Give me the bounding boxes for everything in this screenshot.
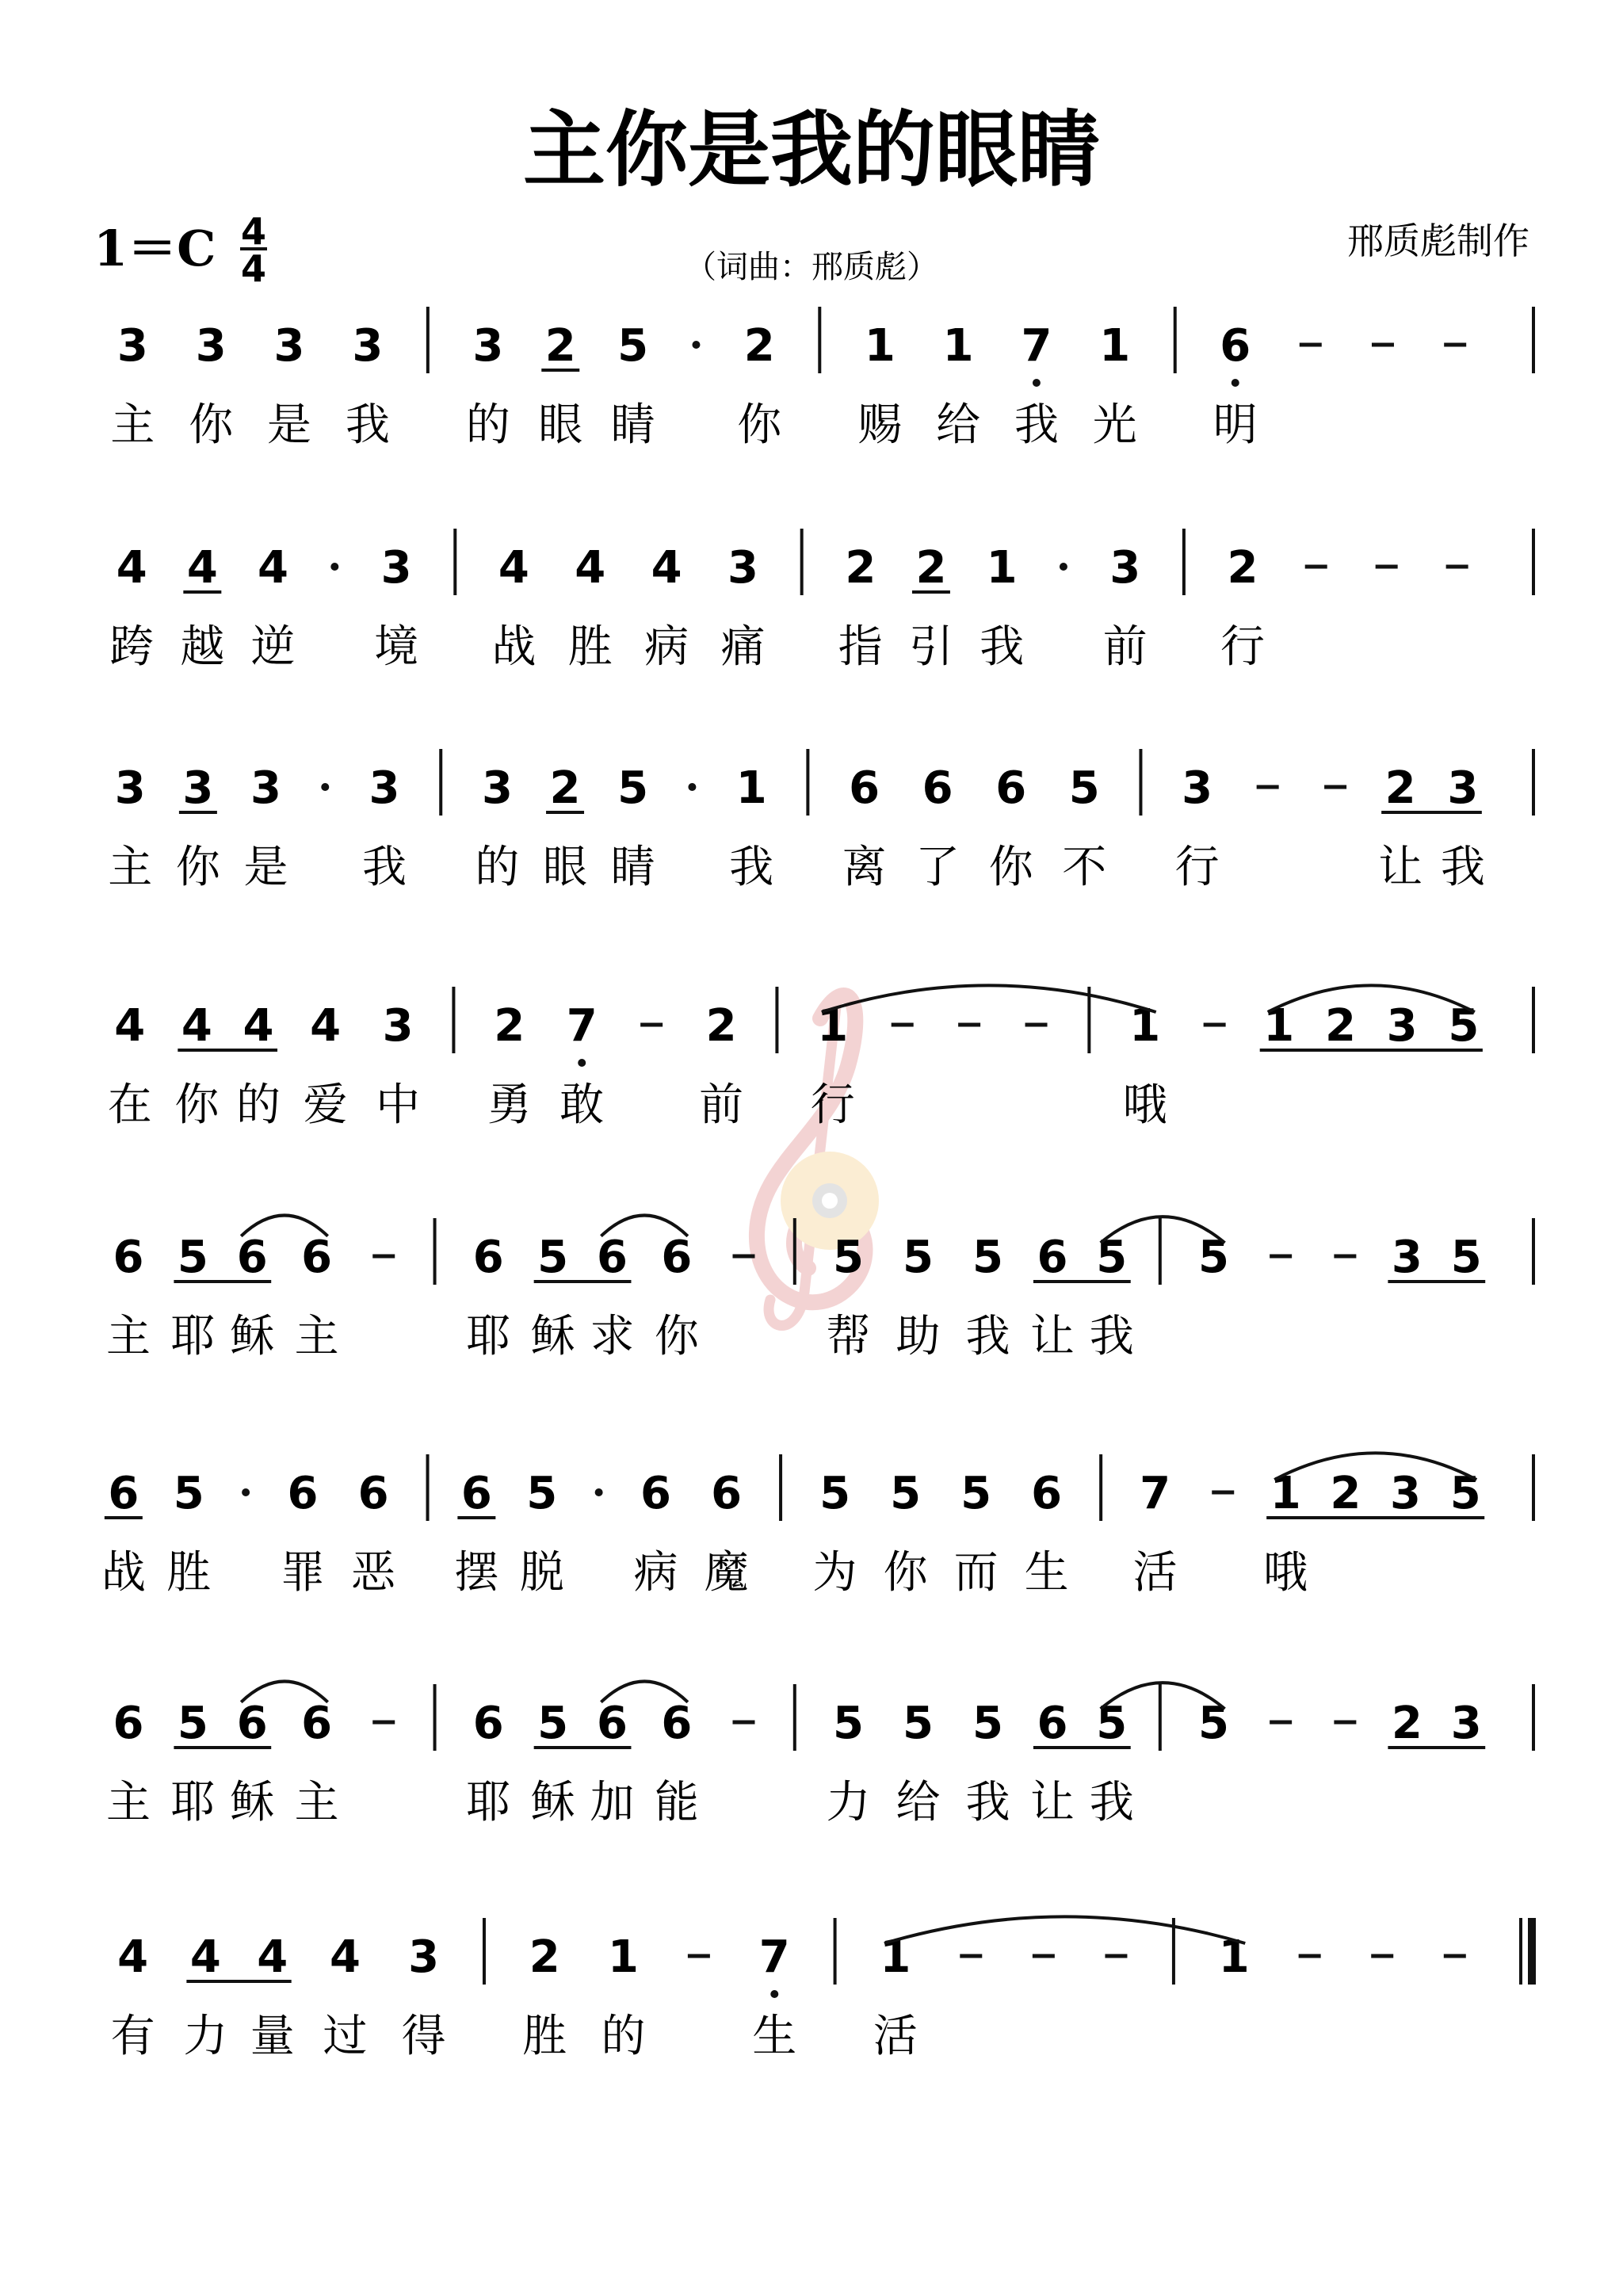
- note: 4: [242, 1000, 274, 1052]
- note: 1: [1263, 1000, 1295, 1052]
- note: 6: [236, 1232, 268, 1283]
- note: 6: [472, 1698, 504, 1749]
- lyric-char: 我: [1440, 842, 1485, 893]
- lyric-char: 哦: [1263, 1547, 1308, 1599]
- lyric-char: 我: [980, 621, 1025, 673]
- note: 6: [1037, 1698, 1068, 1749]
- low-octave-dot: [1033, 379, 1041, 387]
- lyric-char: 得: [401, 2011, 446, 2062]
- lyric-char: 稣: [230, 1311, 275, 1362]
- slur: [822, 985, 1156, 1012]
- lyric-char: 睛: [610, 842, 655, 893]
- note: 5: [1448, 1000, 1480, 1052]
- note: 2: [529, 1931, 560, 1983]
- slur: [1274, 1453, 1476, 1480]
- lyric-char: 让: [1029, 1311, 1075, 1362]
- note: 6: [640, 1468, 672, 1519]
- note: 6: [849, 762, 880, 814]
- lyric-char: 助: [896, 1311, 941, 1362]
- low-octave-dot: [770, 1990, 778, 1998]
- note: 6: [113, 1232, 144, 1283]
- lyric-char: 而: [953, 1547, 999, 1599]
- lyric-char: 耶: [466, 1311, 511, 1362]
- note: 3: [1447, 762, 1479, 814]
- note: 3: [1109, 542, 1141, 594]
- note: 5: [537, 1232, 569, 1283]
- lyric-char: 能: [654, 1777, 699, 1828]
- lyric-char: 是: [243, 842, 288, 893]
- note: 1: [608, 1931, 639, 1983]
- note: 4: [310, 1000, 342, 1052]
- note: 1: [817, 1000, 849, 1052]
- note: 5: [903, 1232, 934, 1283]
- lyric-char: 恶: [351, 1547, 396, 1599]
- note: 2: [743, 320, 775, 372]
- lyric-char: 帮: [826, 1311, 871, 1362]
- note: 5: [819, 1468, 851, 1519]
- lyric-char: 是: [267, 399, 312, 451]
- augmentation-dot: [330, 563, 338, 571]
- lyric-char: 的: [465, 399, 510, 451]
- note: 6: [236, 1698, 268, 1749]
- note: 6: [1220, 320, 1251, 372]
- lyric-char: 病: [633, 1547, 678, 1599]
- lyric-char: 的: [601, 2011, 646, 2062]
- lyric-char: 主: [294, 1311, 339, 1362]
- lyric-char: 给: [936, 399, 981, 451]
- note: 3: [114, 762, 146, 814]
- lyric-char: 眼: [543, 842, 588, 893]
- note: 7: [566, 1000, 598, 1052]
- lyric-char: 哦: [1122, 1079, 1167, 1131]
- note: 2: [915, 542, 947, 594]
- note: 2: [544, 320, 576, 372]
- lyric-char: 你: [189, 399, 234, 451]
- lyric-char: 摆: [454, 1547, 499, 1599]
- slur: [884, 1916, 1245, 1943]
- note: 5: [1450, 1232, 1482, 1283]
- lyric-char: 胜: [522, 2011, 567, 2062]
- lyric-char: 你: [988, 842, 1033, 893]
- lyric-char: 境: [374, 621, 419, 673]
- note: 3: [195, 320, 227, 372]
- lyric-char: 稣: [530, 1311, 575, 1362]
- lyric-char: 的: [236, 1079, 281, 1131]
- lyric-char: 主: [106, 1777, 151, 1828]
- lyric-char: 了: [915, 842, 960, 893]
- lyric-char: 耶: [466, 1777, 511, 1828]
- lyric-char: 我: [1089, 1777, 1134, 1828]
- lyric-char: 稣: [530, 1777, 575, 1828]
- note: 3: [472, 320, 504, 372]
- lyric-char: 跨: [109, 621, 155, 673]
- note: 6: [287, 1468, 319, 1519]
- augmentation-dot: [321, 783, 329, 791]
- note: 1: [942, 320, 974, 372]
- note: 2: [1384, 762, 1416, 814]
- note: 4: [257, 542, 288, 594]
- lyric-char: 逆: [250, 621, 296, 673]
- note: 7: [758, 1931, 790, 1983]
- note: 5: [617, 762, 649, 814]
- lyric-char: 活: [873, 2011, 918, 2062]
- lyric-char: 加: [590, 1777, 635, 1828]
- note: 5: [526, 1468, 558, 1519]
- lyric-char: 行: [1174, 842, 1220, 893]
- lyric-char: 睛: [610, 399, 655, 451]
- lyric-char: 我: [729, 842, 774, 893]
- note: 3: [369, 762, 400, 814]
- note: 3: [1182, 762, 1213, 814]
- note: 4: [117, 1931, 149, 1983]
- note: 4: [189, 1931, 221, 1983]
- lyric-char: 前: [1102, 621, 1148, 673]
- lyric-char: 主: [110, 399, 155, 451]
- note: 3: [1450, 1698, 1482, 1749]
- note: 5: [173, 1468, 204, 1519]
- lyric-char: 求: [590, 1311, 635, 1362]
- lyric-char: 我: [965, 1311, 1010, 1362]
- note: 6: [301, 1232, 333, 1283]
- page-title: 主你是我的眼睛: [522, 101, 1101, 198]
- lyric-char: 光: [1092, 399, 1137, 451]
- note: 6: [357, 1468, 389, 1519]
- lyric-char: 病: [644, 621, 689, 673]
- note: 6: [711, 1468, 743, 1519]
- lyric-char: 为: [812, 1547, 857, 1599]
- lyric-char: 量: [250, 2011, 295, 2062]
- note: 6: [596, 1698, 628, 1749]
- augmentation-dot: [595, 1488, 603, 1496]
- note: 1: [1099, 320, 1131, 372]
- note: 3: [352, 320, 384, 372]
- note: 2: [1324, 1000, 1356, 1052]
- lyric-char: 魔: [704, 1547, 749, 1599]
- lyric-char: 你: [174, 1079, 220, 1131]
- note: 5: [833, 1698, 864, 1749]
- lyric-char: 给: [896, 1777, 941, 1828]
- note: 5: [833, 1232, 864, 1283]
- note: 2: [549, 762, 581, 814]
- note: 1: [1218, 1931, 1250, 1983]
- note: 5: [1449, 1468, 1481, 1519]
- note: 6: [661, 1698, 693, 1749]
- note: 6: [460, 1468, 492, 1519]
- note: 4: [186, 542, 218, 594]
- lyric-char: 胜: [567, 621, 613, 673]
- lyric-char: 过: [323, 2011, 368, 2062]
- lyric-char: 我: [345, 399, 390, 451]
- note: 1: [864, 320, 896, 372]
- augmentation-dot: [692, 341, 700, 349]
- key-signature: 1＝C: [94, 220, 216, 277]
- note: 6: [113, 1698, 144, 1749]
- note: 5: [177, 1698, 208, 1749]
- lyric-char: 生: [1024, 1547, 1069, 1599]
- note: 5: [972, 1232, 1004, 1283]
- augmentation-dot: [688, 783, 696, 791]
- lyric-char: 赐: [857, 399, 903, 451]
- lyric-char: 胜: [166, 1547, 212, 1599]
- lyric-char: 战: [101, 1547, 146, 1599]
- lyric-char: 痛: [720, 621, 766, 673]
- lyric-char: 勇: [487, 1079, 532, 1131]
- lyric-char: 前: [699, 1079, 744, 1131]
- note: 5: [177, 1232, 208, 1283]
- note: 3: [481, 762, 513, 814]
- lyric-char: 活: [1132, 1547, 1178, 1599]
- low-octave-dot: [578, 1059, 586, 1067]
- lyric-char: 生: [752, 2011, 797, 2062]
- lyric-char: 行: [1220, 621, 1266, 673]
- note: 3: [116, 320, 148, 372]
- lyric-char: 我: [1014, 399, 1059, 451]
- lyric-char: 罪: [281, 1547, 326, 1599]
- note: 7: [1021, 320, 1052, 372]
- lyric-char: 力: [183, 2011, 228, 2062]
- meter-bottom: 4: [240, 247, 267, 290]
- note: 6: [301, 1698, 333, 1749]
- lyric-char: 主: [106, 1311, 151, 1362]
- lyric-char: 的: [475, 842, 520, 893]
- note: 2: [705, 1000, 737, 1052]
- lyricist-composer-credit: （词曲：邢质彪）: [685, 249, 938, 285]
- lyric-char: 我: [362, 842, 407, 893]
- note: 2: [1227, 542, 1258, 594]
- note: 6: [596, 1232, 628, 1283]
- note: 2: [845, 542, 876, 594]
- lyric-char: 敢: [559, 1079, 605, 1131]
- lyric-char: 你: [883, 1547, 928, 1599]
- lyric-char: 主: [108, 842, 153, 893]
- lyric-char: 耶: [170, 1311, 216, 1362]
- note: 5: [537, 1698, 569, 1749]
- note: 3: [727, 542, 759, 594]
- lyric-char: 稣: [230, 1777, 275, 1828]
- note: 6: [1037, 1232, 1068, 1283]
- arranger-credit: 邢质彪制作: [1347, 220, 1529, 262]
- lyric-char: 不: [1062, 842, 1107, 893]
- note: 6: [995, 762, 1027, 814]
- note: 5: [890, 1468, 922, 1519]
- note: 3: [182, 762, 214, 814]
- lyric-char: 有: [110, 2011, 155, 2062]
- note: 3: [1386, 1000, 1418, 1052]
- note: 6: [1031, 1468, 1063, 1519]
- lyric-char: 脱: [519, 1547, 564, 1599]
- note: 5: [1198, 1698, 1230, 1749]
- augmentation-dot: [1060, 563, 1067, 571]
- lyric-char: 在: [107, 1079, 152, 1131]
- note: 3: [250, 762, 281, 814]
- note: 3: [382, 1000, 414, 1052]
- note: 4: [498, 542, 529, 594]
- note: 5: [903, 1698, 934, 1749]
- note: 2: [1391, 1698, 1423, 1749]
- note: 4: [329, 1931, 361, 1983]
- note: 5: [617, 320, 649, 372]
- lyric-char: 力: [826, 1777, 871, 1828]
- lyric-char: 你: [175, 842, 220, 893]
- note: 3: [1390, 1468, 1422, 1519]
- lyric-char: 离: [842, 842, 887, 893]
- lyric-char: 眼: [538, 399, 583, 451]
- lyric-char: 战: [491, 621, 537, 673]
- lyric-char: 耶: [170, 1777, 216, 1828]
- lyric-char: 让: [1029, 1777, 1075, 1828]
- note: 2: [1330, 1468, 1361, 1519]
- lyric-char: 明: [1212, 399, 1258, 451]
- note: 5: [972, 1698, 1004, 1749]
- note: 5: [1096, 1698, 1128, 1749]
- note: 5: [1198, 1232, 1230, 1283]
- note: 3: [408, 1931, 440, 1983]
- note: 3: [380, 542, 412, 594]
- note: 4: [116, 542, 147, 594]
- note: 4: [257, 1931, 288, 1983]
- note: 2: [494, 1000, 525, 1052]
- lyric-char: 你: [737, 399, 782, 451]
- note: 1: [735, 762, 767, 814]
- lyric-char: 我: [1089, 1311, 1134, 1362]
- note: 1: [986, 542, 1018, 594]
- lyric-char: 主: [294, 1777, 339, 1828]
- low-octave-dot: [1232, 379, 1239, 387]
- note: 5: [1068, 762, 1100, 814]
- note: 1: [880, 1931, 911, 1983]
- lyric-char: 你: [654, 1311, 699, 1362]
- note: 4: [114, 1000, 146, 1052]
- slur: [1268, 985, 1475, 1012]
- note: 5: [960, 1468, 992, 1519]
- lyric-char: 引: [908, 621, 953, 673]
- note: 6: [922, 762, 953, 814]
- augmentation-dot: [242, 1488, 250, 1496]
- note: 7: [1140, 1468, 1171, 1519]
- lyric-char: 越: [180, 621, 225, 673]
- note: 1: [1270, 1468, 1301, 1519]
- note: 1: [1129, 1000, 1161, 1052]
- lyric-char: 我: [965, 1777, 1010, 1828]
- lyric-char: 行: [810, 1079, 855, 1131]
- lyric-char: 指: [838, 621, 883, 673]
- note: 6: [661, 1232, 693, 1283]
- meter-top: 4: [240, 210, 267, 253]
- note: 3: [1391, 1232, 1423, 1283]
- lyric-char: 爱: [303, 1079, 348, 1131]
- lyric-char: 中: [376, 1079, 421, 1131]
- note: 3: [273, 320, 305, 372]
- note: 6: [108, 1468, 139, 1519]
- note: 5: [1096, 1232, 1128, 1283]
- note: 4: [181, 1000, 212, 1052]
- note: 6: [472, 1232, 504, 1283]
- lyric-char: 让: [1378, 842, 1423, 893]
- note: 4: [575, 542, 606, 594]
- note: 4: [651, 542, 682, 594]
